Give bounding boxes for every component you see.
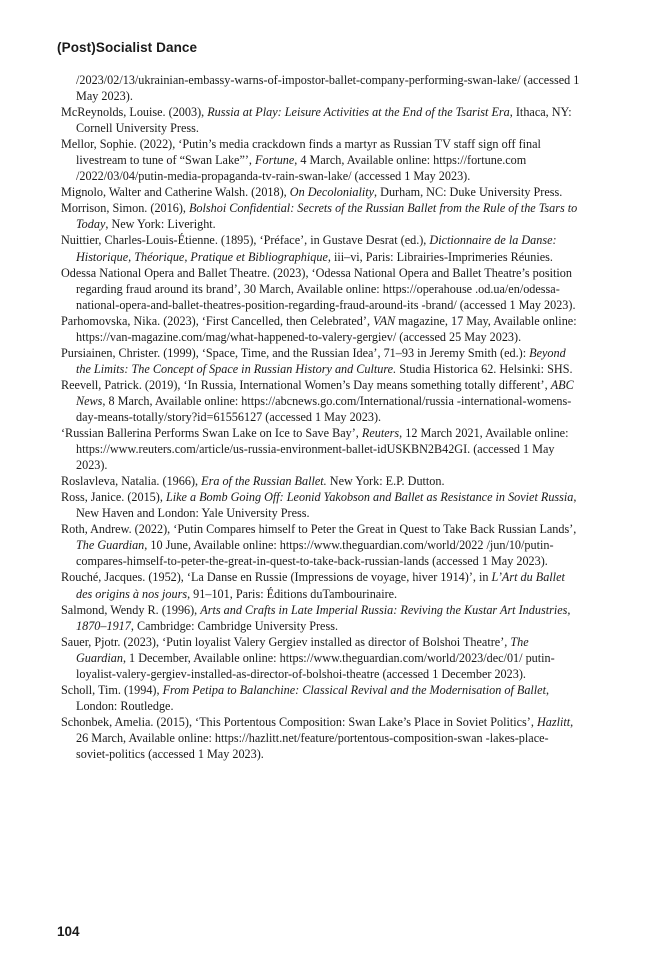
reference-entry (61, 313, 581, 345)
reference-title-italic: From Petipa to Balanchine: Classical Revival and the Modernisation of Ballet (162, 682, 546, 697)
reference-text: , Ithaca, NY: Cornell University Press. (76, 105, 572, 136)
reference-text: , 12 March 2021, Available online: https://www.reuters.com/article/us-russia-environment-ballet-idUSKBN2B42GI. (accessed 1 May 2023). (76, 426, 569, 473)
reference-text: , Cambridge: Cambridge University Press. (130, 618, 339, 633)
reference-text: Nuittier, Charles-Louis-Étienne. (1895), ‘Préface’, in Gustave Desrat (ed.), (61, 233, 430, 248)
reference-text: Parhomovska, Nika. (2023), ‘First Cancelled, then Celebrated’, (61, 313, 374, 328)
reference-title-italic: Fortune (255, 153, 295, 168)
reference-text: , Durham, NC: Duke University Press. (374, 185, 563, 200)
reference-text: Rouché, Jacques. (1952), ‘La Danse en Russie (Impressions de voyage, hiver 1914)’, in (61, 570, 492, 585)
reference-entry (61, 136, 581, 184)
reference-title-italic: L’Art du Ballet des origins à nos jours (76, 570, 565, 601)
reference-title-italic: Hazlitt (536, 714, 571, 729)
reference-title-italic: Beyond the Limits: The Concept of Space in Russian History and Culture. (76, 345, 566, 376)
reference-title-italic: Era of the Russian Ballet. (201, 474, 327, 489)
reference-entry (61, 473, 581, 489)
reference-text: New York: E.P. Dutton. (326, 474, 445, 489)
reference-title-italic: ABC News (76, 377, 574, 408)
reference-text: Roth, Andrew. (2022), ‘Putin Compares himself to Peter the Great in Quest to Take Back Russian Lands’, (61, 522, 577, 537)
reference-text: ‘Russian Ballerina Performs Swan Lake on Ice to Save Bay’, (61, 426, 362, 441)
reference-text: , 10 June, Available online: https://www.theguardian.com/world/2022 /jun/10/putin-compares-himself-to-peter-the-great-in-quest-to-take-back-russian-lands (accessed 1 May 2023). (76, 538, 554, 569)
reference-title-italic: VAN (373, 313, 396, 328)
reference-text: , 91–101, Paris: Éditions duTambourinaire. (187, 586, 398, 601)
running-head: (Post)Socialist Dance (57, 40, 198, 55)
reference-text: Morrison, Simon. (2016), (61, 201, 189, 216)
reference-title-italic: The Guardian (76, 634, 529, 665)
reference-text: Ross, Janice. (2015), (61, 490, 166, 505)
reference-entry (61, 184, 581, 200)
reference-text: , New Haven and London: Yale University Press. (76, 490, 577, 521)
reference-title-italic: On Decoloniality (289, 185, 375, 200)
reference-text: /2023/02/13/ukrainian-embassy-warns-of-impostor-ballet-company-performing-swan-lake/ (accessed 1 May 2023). (76, 73, 580, 104)
reference-text: Mignolo, Walter and Catherine Walsh. (2018), (61, 185, 290, 200)
reference-entry (61, 104, 581, 136)
reference-text: , 1 December, Available online: https://www.theguardian.com/world/2023/dec/01/ putin-loyalist-valery-gergiev-installed-as-director-of-bolshoi-theatre (accessed 1 December 2023). (76, 650, 555, 681)
reference-text: , 26 March, Available online: https://hazlitt.net/feature/portentous-composition-swan -lakes-place-soviet-politics (accessed 1 May 2023). (76, 714, 574, 761)
reference-entry (61, 425, 581, 473)
reference-text: Odessa National Opera and Ballet Theatre. (2023), ‘Odessa National Opera and Ballet Theatre’s position regarding fraud around its brand’, 30 March, Available online: https://operahouse .od.ua/en/odessa-national-opera-and-ballet-theatres-position-regarding-fraud-around-its -brand/ (accessed 1 May 2023). (61, 265, 576, 312)
reference-text: Mellor, Sophie. (2022), ‘Putin’s media crackdown finds a martyr as Russian TV staff sign off final livestream to tune of “Swan Lake”’, (61, 137, 541, 168)
reference-text: magazine, 17 May, Available online: https://van-magazine.com/mag/what-happened-to-valery-gergiev/ (accessed 25 May 2023). (76, 313, 577, 344)
reference-entry (61, 602, 581, 634)
reference-text: Scholl, Tim. (1994), (61, 682, 163, 697)
reference-entry (61, 489, 581, 521)
reference-title-italic: Reuters (361, 426, 400, 441)
reference-title-italic: Dictionnaire de la Danse: Historique, Théorique, Pratique et Bibliographique (76, 233, 557, 264)
reference-entry (61, 714, 581, 762)
reference-text: Salmond, Wendy R. (1996), (61, 602, 201, 617)
reference-text: Pursiainen, Christer. (1999), ‘Space, Time, and the Russian Idea’, 71–93 in Jeremy Smith (ed.): (61, 345, 530, 360)
reference-text: McReynolds, Louise. (2003), (61, 105, 208, 120)
reference-title-italic: Like a Bomb Going Off: Leonid Yakobson and Ballet as Resistance in Soviet Russia (165, 490, 574, 505)
reference-title-italic: Bolshoi Confidential: Secrets of the Russian Ballet from the Rule of the Tsars to Today (76, 201, 578, 232)
reference-title-italic: Russia at Play: Leisure Activities at the End of the Tsarist Era (207, 105, 510, 120)
reference-text: , iii–vi, Paris: Librairies-Imprimeries Réunies. (327, 249, 553, 264)
reference-entry (61, 521, 581, 569)
page-number: 104 (57, 924, 80, 939)
reference-text: , London: Routledge. (76, 682, 550, 713)
reference-title-italic: The Guardian (76, 538, 145, 553)
reference-text: Schonbek, Amelia. (2015), ‘This Portentous Composition: Swan Lake’s Place in Soviet Politics’, (61, 714, 537, 729)
reference-text: , New York: Liveright. (105, 217, 216, 232)
reference-text: Sauer, Pjotr. (2023), ‘Putin loyalist Valery Gergiev installed as director of Bolshoi Theatre’, (61, 634, 511, 649)
reference-entry (61, 634, 581, 682)
reference-entry (61, 569, 581, 601)
reference-entry (61, 232, 581, 264)
reference-text: Roslavleva, Natalia. (1966), (61, 474, 202, 489)
reference-entry (61, 265, 581, 313)
reference-entry (61, 345, 581, 377)
reference-entry-continued (61, 72, 581, 104)
reference-title-italic: Arts and Crafts in Late Imperial Russia: Reviving the Kustar Art Industries, 1870–1917 (76, 602, 571, 633)
reference-text: Reevell, Patrick. (2019), ‘In Russia, International Women’s Day means something totally different’, (61, 377, 551, 392)
reference-text: , 8 March, Available online: https://abcnews.go.com/International/russia -international-womens-day-means-totally/story?id=61556127 (accessed 1 May 2023). (76, 393, 572, 424)
reference-list (61, 72, 581, 762)
reference-text: , 4 March, Available online: https://fortune.com /2022/03/04/putin-media-propaganda-tv-rain-swan-lake/ (accessed 1 May 2023). (76, 153, 527, 184)
reference-entry (61, 682, 581, 714)
reference-entry (61, 200, 581, 232)
reference-entry (61, 377, 581, 425)
reference-text: Studia Historica 62. Helsinki: SHS. (396, 361, 573, 376)
